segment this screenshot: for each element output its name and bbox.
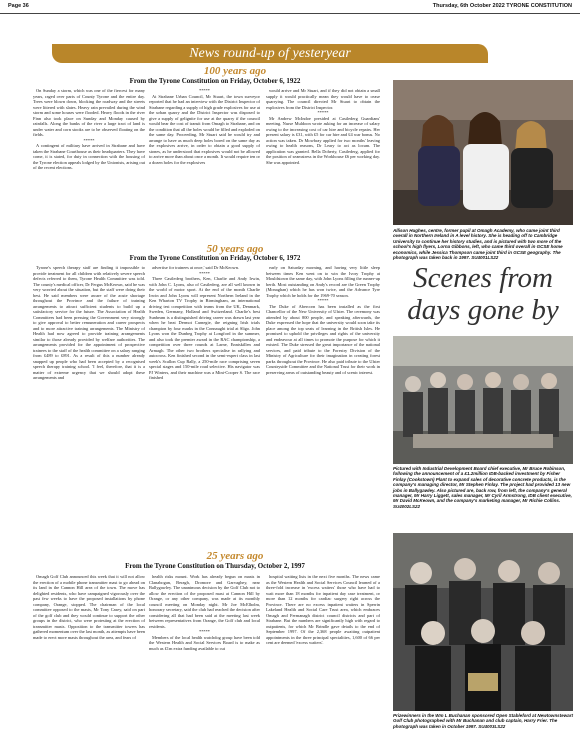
paragraph: Omagh Golf Club announced this week that it will not allow the erection of a mobile phone transmitter mast to go ahead on its land in the Cannon Hill area of the town. The move has delighted residents, who have campaigned vigorously over the past few weeks to have the proposed installations by phone company, Orange, stopped. The chairman of the local committee opposed to the masts, Mr Tony Casey, said on part of the golf club and they would continue to support the other groups in the district, who were protesting at the erection of transmitter masts. Opposition to the transmitter towers has gathered momentum over the last month, as attempts have been made to erect more masts throughout the area, and fears of [33,574,145,640]
article-50-col2: advertise for trainees at once,' said Dr McKeown. ***** Three Castlederg brothers, Ken, Charlie and Andy Irwin, with John C. Lyons, also of Castlederg, are all well known in the world of motor sport. At the end of the month Charlie Irwin and John Lyons will represent Northern Ireland in the Ken Wharton TV Trophy in Birmingham, an international driving test competition with teams from the UK, Denmark, Sweden, Germany, Holland and Switzerland. Charlie's best Sunbeam is a distinguished driving career was drawn last year when he beat Dermot Carnegie, the reigning Irish trials champion by four marks in the Connaught trial at Sligo. John Lyons won the Dunbeg Trophy at Longford in the summer, and also took the premier award in the RAC championship, a competition over three rounds at Larne, Enniskillen and Armagh. The other two brothers specialise in rallying and autocross. Ken finished second in the semi-expert class in last week's Scallon Cup Rally, a 250-mile race comprising seven special stages and 150-mile road selective. His navigator was PJ Winters, and their machine was a Mini-Cooper S. The race finished [149,265,260,380]
paragraph: Three Castlederg brothers, Ken, Charlie and Andy Irwin, with John C. Lyons, also of Castlederg, are all well known in the world of motor sport. At the end of the month Charlie Irwin and John Lyons will represent Northern Ireland in the Ken Wharton TV Trophy in Birmingham, an international driving test competition with teams from the UK, Denmark, Sweden, Germany, Holland and Switzerland. Charlie's best Sunbeam is a distinguished driving career was drawn last year when he beat Dermot Carnegie, the reigning Irish trials champion by four marks in the Connaught trial at Sligo. John Lyons won the Dunbeg Trophy at Longford in the summer, and also took the premier award in the RAC championship, a competition over three rounds at Larne, Enniskillen and Armagh. The other two brothers specialise in rallying and autocross. Ken finished second in the semi-expert class in last week's Scallon Cup Rally, a 250-mile race comprising seven special stages and 150-mile road selective. His navigator was PJ Winters, and their machine was a Mini-Cooper S. The race finished [149,276,260,380]
issue-date: Thursday, 6th October 2022 TYRONE CONSTITUTION [432,3,572,9]
heading-100-years: 100 years ago [203,65,267,77]
article-25-col3 [266,574,380,734]
article-100-col3: would arrive and Mr Stuart, and if they did not obtain a small supply it would practically mean they would have to cease quarrying. The council directed Mr Stuart to obtain the explosives from the District Inspector. ***** Mr Andrew McIndoe presided at Castlederg Guardians' meeting. Nurse Muldoon wrote asking for an increase of salary owing to the increasing cost of car hire and bicycle repairs. Her present salary is £31, with £5 for car hire and £4 war bonus. No action was taken. Dr Mowbray applied for two months' leaving owing to health reasons, Dr Leary to act as locum. The application was granted. Bella Doherty, Castlederg, applied for the position of seamstress in the Workhouse £6 per working day. She was appointed. [266,88,380,165]
article-100-col2: ***** At Strabane Urban Council, Mr Stuart, the town surveyor reported that he had an interview with the District Inspector of Strabane regarding a supply of high grade explosives for use at the urban quarry and the District Inspector was disposed to give a supply of gelignite for use at the quarry if the council would bear the cost of transit from Omagh to Strabane, and on the condition that all the holes would be filled and exploded on the same day. Proceeding, Mr Stuart said he would try and arrange to have as much deep holes bored on the same day as the explosives arrive, in order to obtain a good supply of stones, as he understood that explosives would not be allowed to arrive more than about once a month. It would require ten or a dozen holes for the explosives [149,88,260,165]
subheading-25-years: From the Tyrone Constitution on Thursday, October 2, 1997 [125,562,305,570]
photo-idb-caption: Pictured with Industrial Development Board chief executive, Mr Bruce Robinson, following the announcement of a £1.2million IDB-backed investment by Fisher Finlay (Cookstown) Plant to expand sales of decorative concrete products, is the company's managing director, Mr Stephen Finlay. The project had provided 13 new jobs in Ballygawley. Also pictured are, back row, from left, the company's general manager, Mr Harry Liggett, sales manager, Mr Cyril Armstrong, IDB client executive, Mr David McKeown, and the company's marketing manager, Mr Richie Collins. SU4002LS22 [393,466,572,509]
article-100-col1: On Sunday a storm, which was one of the fiercest for many years, raged over parts of County Tyrone and the entire day. Trees were blown down, blocking the roadway and the streets were littered with slates. Heavy rain prevailed during the wind storm and some houses were flooded. Heavy floods in the river Finn also took place on Sunday and Monday caused by rainfalls. Along the banks of the river a large tract of land is under water and corn stooks are to be observed floating on the fields. ***** A contingent of military have arrived in Strabane and have taken the Strabane Courthouse as their headquarters. They have come, it is stated, for duty in connection with the housing of the Tyrone election appeals lodged by the Unionists, arising out of the recent elections. [33,88,145,170]
paragraph: health risks mount. Work has already begun on masts in Clanabogan, Beragh, Dromore and Garvaghey, near Ballygawley. The unanimous decision by the Golf Club not to allow the erection of the proposed mast at Cannon Hill by Orange, or any other company, was made at its monthly council meeting on Monday night. Mr Joe McElholm, honorary secretary, said the club had reached the decision after considering all that had been said at the meeting last week between representatives from Orange, the Golf club and local residents. [149,574,260,629]
paragraph: advertise for trainees at once,' said Dr McKeown. [152,265,239,270]
page-number: Page 36 [8,3,29,9]
subheading-100-years: From the Tyrone Constitution on Friday, October 6, 1922 [129,77,301,85]
paragraph: The Duke of Abercorn has been installed as the first Chancellor of the New University of Ulster. The ceremony was attended by about 800 people, and speaking afterwards, the Duke expressed the hope that the university would soon take its place among the top seats of learning in the British Isles. He promised to uphold the privileges and rights of the university and endeavour at all times to promote the purpose for which it existed. The Duke stressed the great importance of the national services, and paid tribute to the Forestry Division of the Ministry of Agriculture for their imagination in creating forest parks throughout the Province. He also paid tribute to the Ulster Countryside Committee and the National Trust for their work in preserving areas of outstanding beauty and of scenic interest. [266,303,380,375]
paragraph: Mr Andrew McIndoe presided at Castlederg Guardians' meeting. Nurse Muldoon wrote asking for an increase of salary owing to the increasing cost of car hire and bicycle repairs. Her present salary is £31, with £5 for car hire and £4 war bonus. No action was taken. Dr Mowbray applied for two months' leaving owing to health reasons, Dr Leary to act as locum. The application was granted. Bella Doherty, Castlederg, applied for the position of seamstress in the Workhouse £6 per working day. She was appointed. [266,115,380,165]
photo-academy-caption: Allison Hughes, centre, former pupil at Omagh Academy, who came joint third overall in Northern Ireland in A level history. She is heading off to Cambridge University to continue her history studies, and is pictured with two more of the school's high flyers, Lorna Gibbons, left, who came third overall in GCSE home economics, while Jessica Thompson came joint third in GCSE geography. The photograph was taken back in 1997. SU4001LS22 [393,228,563,261]
paragraph: A contingent of military have arrived in Strabane and have taken the Strabane Courthouse as their headquarters. They have come, it is stated, for duty in connection with the housing of the Tyrone election appeals lodged by the Unionists, arising out of the recent elections. [33,143,145,170]
article-50-col1 [33,265,145,551]
subheading-50-years: From the Tyrone Constitution on Friday, October 6, 1972 [129,254,301,262]
paragraph: On Sunday a storm, which was one of the fiercest for many years, raged over parts of County Tyrone and the entire day. Trees were blown down, blocking the roadway and the streets were littered with slates. Heavy rain prevailed during the wind storm and some houses were flooded. Heavy floods in the river Finn also took place on Sunday and Monday caused by rainfalls. Along the banks of the river a large tract of land is under water and corn stooks are to be observed floating on the fields. [33,88,145,137]
photo-academy-pupils [393,80,573,225]
photo-golf-prizewinners [393,533,573,711]
photo-golf-image [393,533,573,711]
paragraph: would arrive and Mr Stuart, and if they did not obtain a small supply it would practically mean they would have to cease quarrying. The council directed Mr Stuart to obtain the explosives from the District Inspector. [266,88,380,110]
article-50-col3: early on Saturday morning, and having very little sleep between times Ken went on to win the Ivory Trophy at Mouldstown the same day, with John Lyons filling the runner-up berth. Most outstanding on Andy's record are the Green Trophy (Monaghan) which he has won twice, and the Advance Tyre Trophy which he holds for the 1969-70 season. ***** The Duke of Abercorn has been installed as the first Chancellor of the New University of Ulster. The ceremony was attended by about 800 people, and speaking afterwards, the Duke expressed the hope that the university would soon take its place among the top seats of learning in the British Isles. He promised to uphold the privileges and rights of the university and endeavour at all times to promote the purpose for which it existed. The Duke stressed the great importance of the national services, and paid tribute to the Forestry Division of the Ministry of Agriculture for their imagination in creating forest parks throughout the Province. He also paid tribute to the Ulster Countryside Committee and the National Trust for their work in preserving areas of outstanding beauty and of scenic interest. [266,265,380,375]
article-25-col2: health risks mount. Work has already begun on masts in Clanabogan, Beragh, Dromore and Garvaghey, near Ballygawley. The unanimous decision by the Golf Club not to allow the erection of the proposed mast at Cannon Hill by Orange, or any other company, was made at its monthly council meeting on Monday night. Mr Joe McElholm, honorary secretary, said the club had reached the decision after considering all that had been said at the meeting last week between representatives from Orange, the Golf club and local residents. ***** Members of the local health watchdog group have been told the Western Health and Social Services Board is to make as much as £1m extra funding available to cut [149,574,260,651]
photo-golf-caption: Prizewinners in the Wm L Buchanan sponsored Open Stableford at Newtownstewart Golf Club photographed with Mr Buchanan and club captain, Harry Frier. The photograph was taken in October 1997. SU4003LS22 [393,713,573,729]
scenes-title: Scenes from days gone by [407,262,559,326]
heading-50-years: 50 years ago [206,243,264,255]
paragraph: Tyrone's speech therapy staff are finding it impossible to provide treatment for all children with relatively severe speech defects referred to them, Tyrone Health Committee was told. The county's medical officer, Dr Fergus McKeown, said he was very worried about the situation, but the staff were doing their best. He said members were aware of the acute shortage throughout the Province and the failure of training arrangements to attract sufficient students to build up a satisfactory service for the future. The Association of Health Committees had been pressing the Government very strongly to give approval to better remuneration and career prospects and to more attractive training arrangements. The Ministry of Health had now agreed to provide training arrangements similar to those already provided by welfare authorities. The arrangements provided for the appointment of prospective trainees to the staff of the health committee on a salary ranging from £489 to £891. As a result of this a number already snapped up people who had been accepted by a recognised speech therapy training school. 'I feel, therefore, that it is a matter of extreme urgency that we should adopt these arrangements and [33,265,145,380]
page-header [0,0,580,14]
paragraph: At Strabane Urban Council, Mr Stuart, the town surveyor reported that he had an interview with the District Inspector of Strabane regarding a supply of high grade explosives for use at the urban quarry and the District Inspector was disposed to give a supply of gelignite for use at the quarry if the council would bear the cost of transit from Omagh to Strabane, and on the condition that all the holes would be filled and exploded on the same day. Proceeding, Mr Stuart said he would try and arrange to have as much deep holes bored on the same day as the explosives arrive, in order to obtain a good supply of stones, as he understood that explosives would not be allowed to arrive more than about once a month. It would require ten or a dozen holes for the explosives [149,93,260,165]
photo-academy-image [393,80,573,225]
photo-idb-image [393,336,573,464]
paragraph: early on Saturday morning, and having very little sleep between times Ken went on to win the Ivory Trophy at Mouldstown the same day, with John Lyons filling the runner-up berth. Most outstanding on Andy's record are the Green Trophy (Monaghan) which he has won twice, and the Advance Tyre Trophy which he holds for the 1969-70 season. [266,265,380,298]
section-banner: News round-up of yesteryear [52,44,488,63]
paragraph: hospital waiting lists in the next five months. The news came as the Western Health and Social Services Council learned of a three-fold increase in 'excess waiters' those who have had to wait more than 18 months for inpatient day case treatment, or more than 12 months for cardiac surgery right across the Province. There are no excess inpatient waiters in Sperrin Lakeland Health and Social Care Trust area, which embraces Omagh and Fermanagh district council districts and part of Strabane. But the numbers are significantly high with regard to outpatients, for which Mr Brindle gave details to the end of September 1997. Of the 2,368 people awaiting outpatient appointments in the three principal specialities, 1,600 of 66 per cent are deemed 'excess waiters'. [266,574,380,645]
paragraph: Members of the local health watchdog group have been told the Western Health and Social Services Board is to make as much as £1m extra funding available to cut [149,634,260,651]
heading-25-years: 25 years ago [206,550,264,562]
photo-idb-investment [393,336,573,464]
article-25-col1 [33,574,145,734]
